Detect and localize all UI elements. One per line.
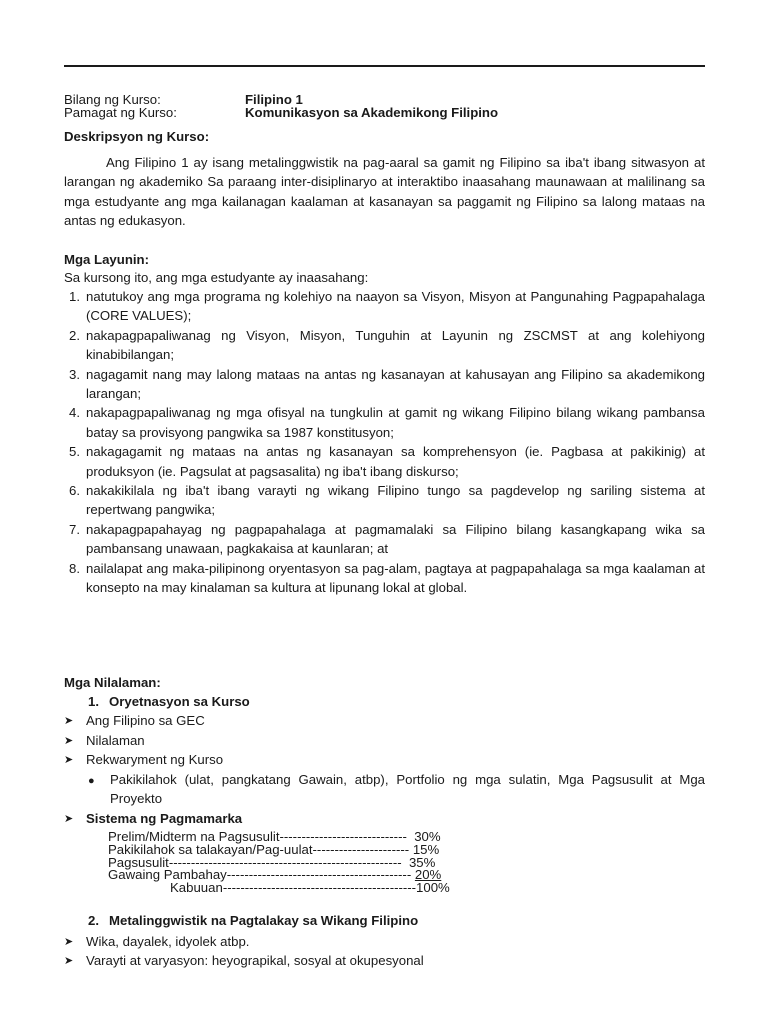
course-number-value: Filipino 1 [245, 92, 303, 107]
grading-row [108, 882, 450, 895]
objective-number: 6. [69, 483, 80, 499]
objective-text: nakapagpapahayag ng pagpapahalaga at pagmamalaki sa Filipino bilang kasangkapang wika sa pambansang unawaan, pagkakaisa at kaunlaran; at [86, 521, 705, 557]
course-title-label: Pamagat ng Kurso: [64, 105, 177, 120]
section2-title: Metalinggwistik na Pagtalakay sa Wikang Filipino [109, 913, 419, 928]
grading-table [108, 831, 450, 895]
grading-value: 35% [408, 854, 436, 870]
content-item: Ang Filipino sa GEC [86, 713, 205, 728]
grading-label: Pagsusulit [108, 854, 169, 870]
requirements-text: Pakikilahok (ulat, pangkatang Gawain, atbp), Portfolio ng mga sulatin, Mga Pagsusulit at Mga Proyekto [110, 772, 705, 807]
objective-number: 1. [69, 289, 80, 304]
grading-value: 20% [414, 867, 442, 883]
objective-text: nailalapat ang maka-pilipinong oryentasyon sa pag-alam, pagtaya at pagpapahalaga sa mga kaalaman at konsepto na may kinalaman sa kultura at lipunang lokal at global. [86, 560, 705, 596]
grading-label: Kabuuan [170, 880, 223, 896]
objectives-heading: Mga Layunin: [64, 252, 149, 267]
course-title-value: Komunikasyon sa Akademikong Filipino [245, 105, 499, 120]
grading-label: Gawaing Pambahay [108, 867, 227, 883]
grading-label: Pakikilahok sa talakayan/Pag-uulat [108, 841, 313, 857]
dot-bullet-icon: ● [88, 775, 95, 787]
objective-item [69, 287, 705, 326]
objective-number: 2. [69, 327, 80, 343]
objective-item [69, 559, 705, 598]
arrow-bullet-icon: ➤ [64, 715, 74, 727]
objective-text: nakapagpapaliwanag ng mga ofisyal na tungkulin at gamit ng wikang Filipino bilang wikang pambansa batay sa provisyong pangwika sa 1987 konstitusyon; [86, 405, 705, 440]
section2-number: 2. [88, 913, 99, 928]
arrow-bullet-icon: ➤ [64, 735, 74, 747]
objective-number: 8. [69, 560, 80, 576]
objective-item [69, 326, 705, 365]
grading-dashes: -------------------------------------------- [222, 880, 417, 896]
objective-number: 3. [69, 366, 80, 382]
objective-number: 7. [69, 521, 80, 537]
content-item: Varayti at varyasyon: heyograpikal, sosyal at okupesyonal [86, 953, 424, 968]
objective-item [69, 365, 705, 404]
header-rule [64, 65, 705, 67]
objectives-list [64, 287, 705, 598]
objective-number: 4. [69, 405, 80, 421]
description-heading: Deskripsyon ng Kurso: [64, 129, 210, 144]
content-item: Wika, dayalek, idyolek atbp. [86, 934, 250, 949]
arrow-bullet-icon: ➤ [64, 936, 74, 948]
arrow-bullet-icon: ➤ [64, 813, 74, 825]
grading-dashes: ---------------------- [312, 841, 410, 857]
objective-item [69, 403, 705, 442]
grading-dashes: ----------------------------- [279, 829, 407, 844]
objective-item [69, 481, 705, 520]
grading-label: Prelim/Midterm na Pagsusulit [108, 829, 280, 844]
grading-dashes: ----------------------------------------------------- [168, 854, 402, 870]
grading-value: 100% [416, 880, 450, 896]
objective-text: natutukoy ang mga programa ng kolehiyo na naayon sa Visyon, Misyon at Pangunahing Pagpapahalaga (CORE VALUES); [86, 289, 705, 324]
grading-title: Sistema ng Pagmamarka [86, 811, 243, 826]
arrow-bullet-icon: ➤ [64, 955, 74, 967]
objective-text: nagagamit nang may lalong mataas na antas ng kasanayan at kahusayan ang Filipino sa akademikong larangan; [86, 366, 705, 402]
contents-heading: Mga Nilalaman: [64, 675, 161, 690]
grading-value: 30% [414, 829, 441, 844]
content-item: Nilalaman [86, 733, 145, 748]
arrow-bullet-icon: ➤ [64, 754, 74, 766]
objective-item [69, 442, 705, 481]
grading-value: 15% [412, 841, 440, 857]
section1-number: 1. [88, 694, 99, 709]
section1-title: Oryetnasyon sa Kurso [109, 694, 250, 709]
grading-dashes: ------------------------------------------ [226, 867, 412, 883]
objective-text: nakakikilala ng iba't ibang varayti ng wikang Filipino tungo sa pagdevelop ng sariling sistema at repertwang pangwika; [86, 483, 705, 518]
objective-text: nakagagamit ng mataas na antas ng kasanayan sa komprehensyon (ie. Pagbasa at pakikinig) at produksyon (ie. Pagsulat at pagsasalita) ng iba't ibang diskurso; [86, 444, 705, 479]
objectives-intro: Sa kursong ito, ang mga estudyante ay inaasahang: [64, 270, 369, 285]
objective-number: 5. [69, 444, 80, 460]
description-text: Ang Filipino 1 ay isang metalinggwistik na pag-aaral sa gamit ng Filipino sa iba't ibang sitwasyon at larangan ng akademiko Sa paraang inter-disiplinaryo at interaktibo inaasahang maunawaan at malilinang sa mga estudyante ang mga kailanagan kaalaman at kasanayan sa paggamit ng Filipino sa lalong mataas na antas ng edukasyon. [64, 155, 705, 229]
course-number-label: Bilang ng Kurso: [64, 92, 161, 107]
objective-item [69, 520, 705, 559]
objective-text: nakapagpapaliwanag ng Visyon, Misyon, Tunguhin at Layunin ng ZSCMST at ang kolehiyong kinabibilangan; [86, 327, 705, 363]
content-item: Rekwaryment ng Kurso [86, 752, 224, 767]
